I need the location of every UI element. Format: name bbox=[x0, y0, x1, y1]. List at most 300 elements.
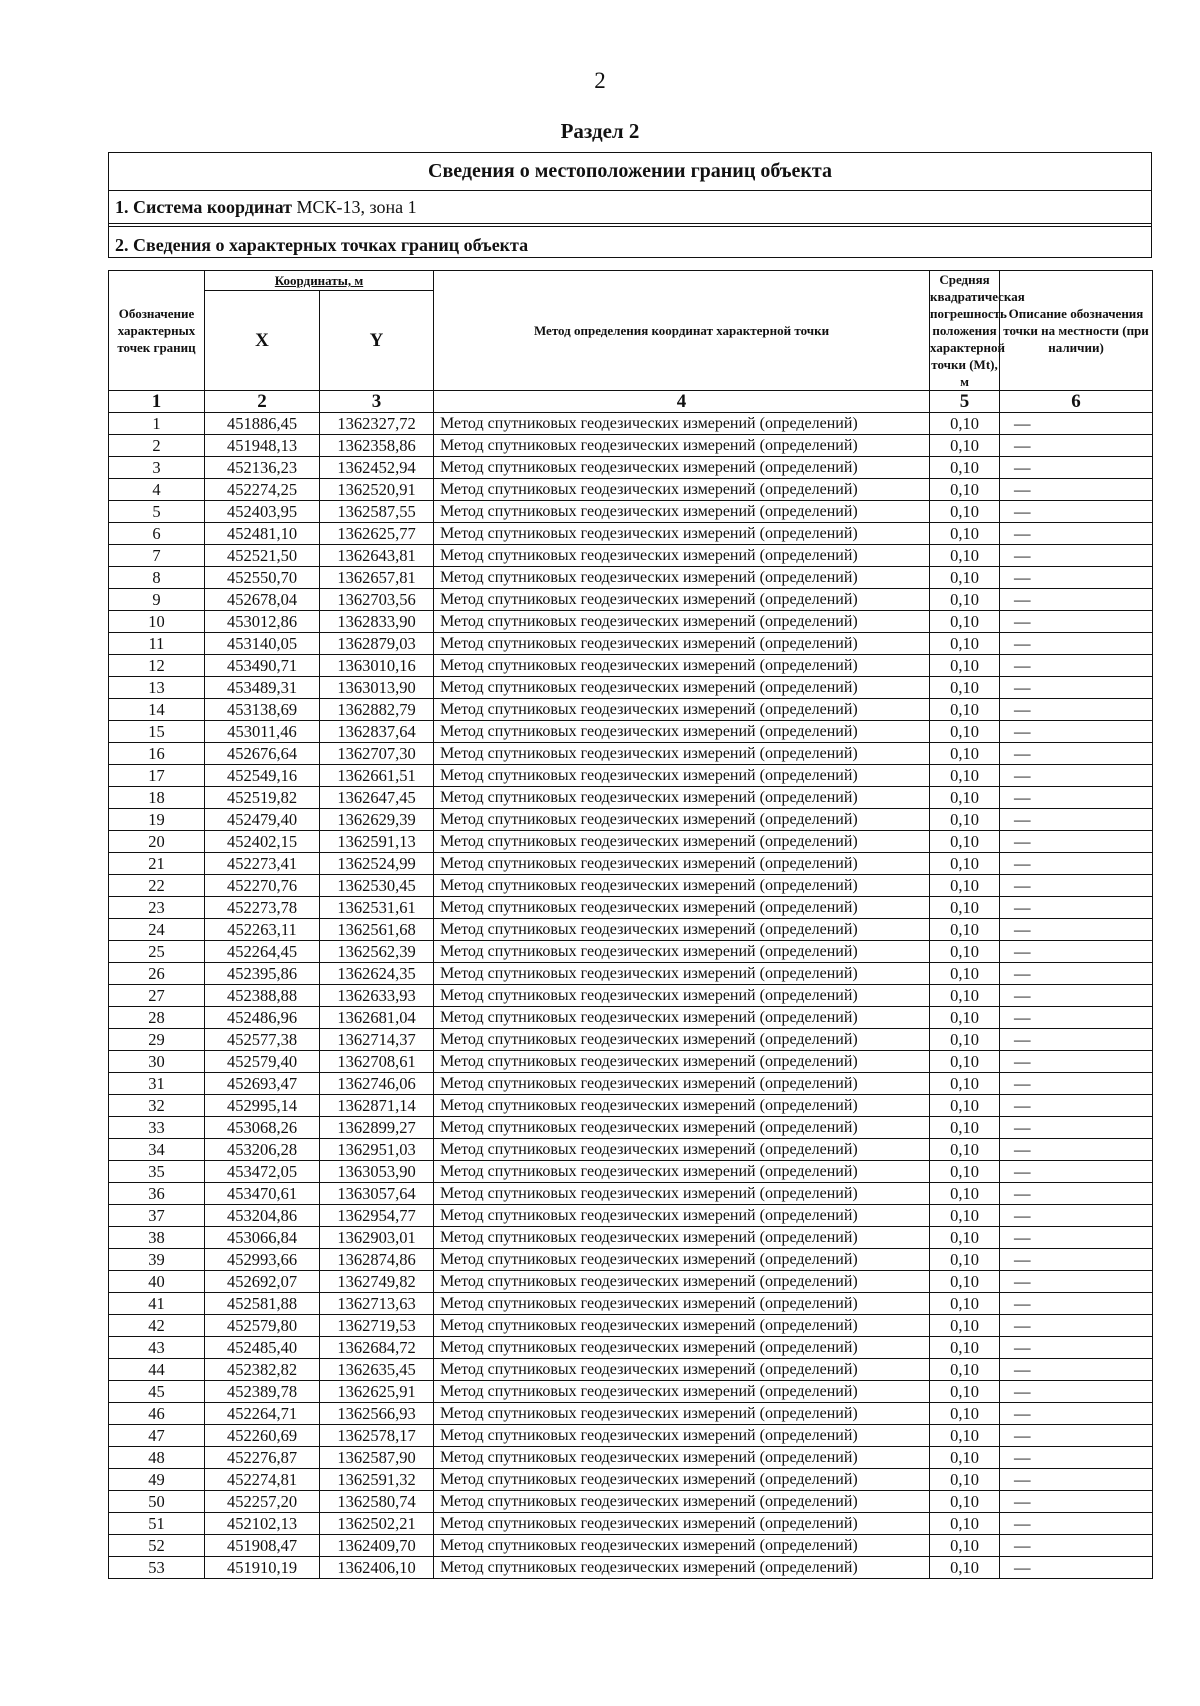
table-row bbox=[109, 1557, 1153, 1579]
description-cell: — bbox=[1000, 1249, 1153, 1271]
method-cell: Метод спутниковых геодезических измерений (определений) bbox=[434, 413, 930, 435]
point-number: 30 bbox=[109, 1051, 205, 1073]
table-row bbox=[109, 699, 1153, 721]
table-row bbox=[109, 1293, 1153, 1315]
coord-y: 1362703,56 bbox=[320, 589, 434, 611]
coord-x: 452549,16 bbox=[205, 765, 320, 787]
coordinate-system-value: МСК-13, зона 1 bbox=[296, 197, 417, 217]
error-cell: 0,10 bbox=[930, 633, 1000, 655]
point-number: 22 bbox=[109, 875, 205, 897]
point-number: 37 bbox=[109, 1205, 205, 1227]
coord-y: 1363057,64 bbox=[320, 1183, 434, 1205]
coord-y: 1362580,74 bbox=[320, 1491, 434, 1513]
description-cell: — bbox=[1000, 1491, 1153, 1513]
method-cell: Метод спутниковых геодезических измерений (определений) bbox=[434, 765, 930, 787]
error-cell: 0,10 bbox=[930, 963, 1000, 985]
coord-x: 452264,71 bbox=[205, 1403, 320, 1425]
coord-y: 1362629,39 bbox=[320, 809, 434, 831]
method-cell: Метод спутниковых геодезических измерений (определений) bbox=[434, 1359, 930, 1381]
description-cell: — bbox=[1000, 457, 1153, 479]
coord-y: 1362833,90 bbox=[320, 611, 434, 633]
error-cell: 0,10 bbox=[930, 523, 1000, 545]
error-cell: 0,10 bbox=[930, 1535, 1000, 1557]
coord-x: 453490,71 bbox=[205, 655, 320, 677]
point-number: 33 bbox=[109, 1117, 205, 1139]
coord-y: 1362879,03 bbox=[320, 633, 434, 655]
method-cell: Метод спутниковых геодезических измерений (определений) bbox=[434, 963, 930, 985]
description-cell: — bbox=[1000, 523, 1153, 545]
coord-x: 452273,78 bbox=[205, 897, 320, 919]
coord-x: 453012,86 bbox=[205, 611, 320, 633]
table-row bbox=[109, 853, 1153, 875]
error-cell: 0,10 bbox=[930, 1513, 1000, 1535]
coord-y: 1362882,79 bbox=[320, 699, 434, 721]
coord-x: 453206,28 bbox=[205, 1139, 320, 1161]
description-cell: — bbox=[1000, 1271, 1153, 1293]
coord-y: 1362530,45 bbox=[320, 875, 434, 897]
coord-x: 452402,15 bbox=[205, 831, 320, 853]
coord-x: 452263,11 bbox=[205, 919, 320, 941]
error-cell: 0,10 bbox=[930, 1161, 1000, 1183]
table-row bbox=[109, 1359, 1153, 1381]
method-cell: Метод спутниковых геодезических измерений (определений) bbox=[434, 589, 930, 611]
description-cell: — bbox=[1000, 853, 1153, 875]
coord-y: 1362587,55 bbox=[320, 501, 434, 523]
section-title: Раздел 2 bbox=[560, 119, 640, 143]
point-number: 35 bbox=[109, 1161, 205, 1183]
table-row bbox=[109, 1315, 1153, 1337]
coord-y: 1362643,81 bbox=[320, 545, 434, 567]
table-row bbox=[109, 1183, 1153, 1205]
error-cell: 0,10 bbox=[930, 743, 1000, 765]
error-cell: 0,10 bbox=[930, 1557, 1000, 1579]
description-cell: — bbox=[1000, 787, 1153, 809]
table-row bbox=[109, 1029, 1153, 1051]
coord-y: 1362562,39 bbox=[320, 941, 434, 963]
coord-x: 452485,40 bbox=[205, 1337, 320, 1359]
point-number: 51 bbox=[109, 1513, 205, 1535]
coord-x: 452993,66 bbox=[205, 1249, 320, 1271]
coordinate-system-label: 1. Система координат bbox=[115, 197, 292, 217]
coord-x: 452136,23 bbox=[205, 457, 320, 479]
header-x: X bbox=[205, 291, 320, 391]
error-cell: 0,10 bbox=[930, 1139, 1000, 1161]
table-row bbox=[109, 501, 1153, 523]
method-cell: Метод спутниковых геодезических измерений (определений) bbox=[434, 1557, 930, 1579]
error-cell: 0,10 bbox=[930, 611, 1000, 633]
description-cell: — bbox=[1000, 501, 1153, 523]
method-cell: Метод спутниковых геодезических измерений (определений) bbox=[434, 1249, 930, 1271]
description-cell: — bbox=[1000, 1425, 1153, 1447]
coord-y: 1362719,53 bbox=[320, 1315, 434, 1337]
coord-y: 1362587,90 bbox=[320, 1447, 434, 1469]
method-cell: Метод спутниковых геодезических измерений (определений) bbox=[434, 523, 930, 545]
coord-x: 451948,13 bbox=[205, 435, 320, 457]
point-number: 11 bbox=[109, 633, 205, 655]
table-row bbox=[109, 875, 1153, 897]
coord-x: 453470,61 bbox=[205, 1183, 320, 1205]
point-number: 2 bbox=[109, 435, 205, 457]
column-number: 1 bbox=[109, 391, 205, 413]
point-number: 47 bbox=[109, 1425, 205, 1447]
error-cell: 0,10 bbox=[930, 831, 1000, 853]
error-cell: 0,10 bbox=[930, 1095, 1000, 1117]
coord-x: 451910,19 bbox=[205, 1557, 320, 1579]
column-number: 4 bbox=[434, 391, 930, 413]
coord-y: 1362681,04 bbox=[320, 1007, 434, 1029]
error-cell: 0,10 bbox=[930, 1205, 1000, 1227]
point-number: 12 bbox=[109, 655, 205, 677]
coord-x: 453140,05 bbox=[205, 633, 320, 655]
description-cell: — bbox=[1000, 1205, 1153, 1227]
error-cell: 0,10 bbox=[930, 1425, 1000, 1447]
coord-x: 453138,69 bbox=[205, 699, 320, 721]
column-number: 2 bbox=[205, 391, 320, 413]
method-cell: Метод спутниковых геодезических измерений (определений) bbox=[434, 809, 930, 831]
method-cell: Метод спутниковых геодезических измерений (определений) bbox=[434, 897, 930, 919]
coord-x: 451886,45 bbox=[205, 413, 320, 435]
page-number: 2 bbox=[594, 68, 606, 93]
error-cell: 0,10 bbox=[930, 1381, 1000, 1403]
method-cell: Метод спутниковых геодезических измерений (определений) bbox=[434, 545, 930, 567]
description-cell: — bbox=[1000, 941, 1153, 963]
coord-y: 1362714,37 bbox=[320, 1029, 434, 1051]
description-cell: — bbox=[1000, 413, 1153, 435]
description-cell: — bbox=[1000, 1403, 1153, 1425]
table-row bbox=[109, 633, 1153, 655]
coord-y: 1362566,93 bbox=[320, 1403, 434, 1425]
point-number: 41 bbox=[109, 1293, 205, 1315]
coord-y: 1362531,61 bbox=[320, 897, 434, 919]
point-number: 53 bbox=[109, 1557, 205, 1579]
table-row bbox=[109, 765, 1153, 787]
method-cell: Метод спутниковых геодезических измерений (определений) bbox=[434, 1073, 930, 1095]
coord-x: 452274,81 bbox=[205, 1469, 320, 1491]
coord-y: 1362520,91 bbox=[320, 479, 434, 501]
table-row bbox=[109, 963, 1153, 985]
coord-y: 1362625,91 bbox=[320, 1381, 434, 1403]
coord-y: 1362903,01 bbox=[320, 1227, 434, 1249]
coord-y: 1362635,45 bbox=[320, 1359, 434, 1381]
method-cell: Метод спутниковых геодезических измерений (определений) bbox=[434, 919, 930, 941]
point-number: 40 bbox=[109, 1271, 205, 1293]
column-number: 6 bbox=[1000, 391, 1153, 413]
table-row bbox=[109, 919, 1153, 941]
table-row bbox=[109, 1095, 1153, 1117]
description-cell: — bbox=[1000, 1117, 1153, 1139]
coord-x: 452995,14 bbox=[205, 1095, 320, 1117]
coord-y: 1363013,90 bbox=[320, 677, 434, 699]
method-cell: Метод спутниковых геодезических измерений (определений) bbox=[434, 1315, 930, 1337]
method-cell: Метод спутниковых геодезических измерений (определений) bbox=[434, 677, 930, 699]
coord-x: 452260,69 bbox=[205, 1425, 320, 1447]
point-number: 42 bbox=[109, 1315, 205, 1337]
table-row bbox=[109, 1447, 1153, 1469]
point-number: 1 bbox=[109, 413, 205, 435]
error-cell: 0,10 bbox=[930, 1029, 1000, 1051]
method-cell: Метод спутниковых геодезических измерений (определений) bbox=[434, 435, 930, 457]
description-cell: — bbox=[1000, 1095, 1153, 1117]
error-cell: 0,10 bbox=[930, 1007, 1000, 1029]
point-number: 44 bbox=[109, 1359, 205, 1381]
point-number: 4 bbox=[109, 479, 205, 501]
characteristic-points-title: 2. Сведения о характерных точках границ объекта bbox=[109, 223, 1151, 257]
description-cell: — bbox=[1000, 1029, 1153, 1051]
coord-y: 1362633,93 bbox=[320, 985, 434, 1007]
header-error: Средняя квадратическая погрешность положения характерной точки (Mt), м bbox=[930, 272, 1025, 389]
method-cell: Метод спутниковых геодезических измерений (определений) bbox=[434, 1447, 930, 1469]
method-cell: Метод спутниковых геодезических измерений (определений) bbox=[434, 1227, 930, 1249]
description-cell: — bbox=[1000, 1469, 1153, 1491]
point-number: 17 bbox=[109, 765, 205, 787]
coord-x: 452274,25 bbox=[205, 479, 320, 501]
point-number: 6 bbox=[109, 523, 205, 545]
method-cell: Метод спутниковых геодезических измерений (определений) bbox=[434, 1469, 930, 1491]
point-number: 7 bbox=[109, 545, 205, 567]
point-number: 23 bbox=[109, 897, 205, 919]
point-number: 25 bbox=[109, 941, 205, 963]
coord-x: 452577,38 bbox=[205, 1029, 320, 1051]
coord-y: 1362409,70 bbox=[320, 1535, 434, 1557]
coord-x: 453489,31 bbox=[205, 677, 320, 699]
coord-y: 1363010,16 bbox=[320, 655, 434, 677]
point-number: 18 bbox=[109, 787, 205, 809]
table-row bbox=[109, 589, 1153, 611]
point-number: 49 bbox=[109, 1469, 205, 1491]
coord-y: 1362624,35 bbox=[320, 963, 434, 985]
coord-y: 1362951,03 bbox=[320, 1139, 434, 1161]
header-method: Метод определения координат характерной точки bbox=[434, 271, 930, 391]
coord-y: 1362327,72 bbox=[320, 413, 434, 435]
description-cell: — bbox=[1000, 1381, 1153, 1403]
coord-x: 453068,26 bbox=[205, 1117, 320, 1139]
coord-x: 452257,20 bbox=[205, 1491, 320, 1513]
error-cell: 0,10 bbox=[930, 787, 1000, 809]
point-number: 31 bbox=[109, 1073, 205, 1095]
table-row bbox=[109, 1073, 1153, 1095]
coord-y: 1362899,27 bbox=[320, 1117, 434, 1139]
error-cell: 0,10 bbox=[930, 589, 1000, 611]
coord-y: 1362661,51 bbox=[320, 765, 434, 787]
description-cell: — bbox=[1000, 1315, 1153, 1337]
method-cell: Метод спутниковых геодезических измерений (определений) bbox=[434, 633, 930, 655]
point-number: 21 bbox=[109, 853, 205, 875]
error-cell: 0,10 bbox=[930, 435, 1000, 457]
description-cell: — bbox=[1000, 1073, 1153, 1095]
point-number: 29 bbox=[109, 1029, 205, 1051]
description-cell: — bbox=[1000, 655, 1153, 677]
description-cell: — bbox=[1000, 875, 1153, 897]
coord-x: 452273,41 bbox=[205, 853, 320, 875]
table-row bbox=[109, 1249, 1153, 1271]
description-cell: — bbox=[1000, 1535, 1153, 1557]
table-row bbox=[109, 567, 1153, 589]
coord-y: 1362524,99 bbox=[320, 853, 434, 875]
method-cell: Метод спутниковых геодезических измерений (определений) bbox=[434, 787, 930, 809]
error-cell: 0,10 bbox=[930, 941, 1000, 963]
table-row bbox=[109, 479, 1153, 501]
description-cell: — bbox=[1000, 589, 1153, 611]
description-cell: — bbox=[1000, 1293, 1153, 1315]
description-cell: — bbox=[1000, 919, 1153, 941]
error-cell: 0,10 bbox=[930, 545, 1000, 567]
description-cell: — bbox=[1000, 1161, 1153, 1183]
coord-y: 1362837,64 bbox=[320, 721, 434, 743]
table-row bbox=[109, 457, 1153, 479]
coord-y: 1362502,21 bbox=[320, 1513, 434, 1535]
description-cell: — bbox=[1000, 721, 1153, 743]
table-row bbox=[109, 1535, 1153, 1557]
point-number: 48 bbox=[109, 1447, 205, 1469]
point-number: 3 bbox=[109, 457, 205, 479]
error-cell: 0,10 bbox=[930, 721, 1000, 743]
point-number: 46 bbox=[109, 1403, 205, 1425]
description-cell: — bbox=[1000, 809, 1153, 831]
error-cell: 0,10 bbox=[930, 853, 1000, 875]
error-cell: 0,10 bbox=[930, 1359, 1000, 1381]
description-cell: — bbox=[1000, 699, 1153, 721]
coord-x: 452389,78 bbox=[205, 1381, 320, 1403]
description-cell: — bbox=[1000, 1513, 1153, 1535]
error-cell: 0,10 bbox=[930, 1293, 1000, 1315]
coord-y: 1362406,10 bbox=[320, 1557, 434, 1579]
method-cell: Метод спутниковых геодезических измерений (определений) bbox=[434, 501, 930, 523]
point-number: 13 bbox=[109, 677, 205, 699]
table-row bbox=[109, 743, 1153, 765]
method-cell: Метод спутниковых геодезических измерений (определений) bbox=[434, 1051, 930, 1073]
point-number: 24 bbox=[109, 919, 205, 941]
coord-y: 1362647,45 bbox=[320, 787, 434, 809]
error-cell: 0,10 bbox=[930, 765, 1000, 787]
description-cell: — bbox=[1000, 479, 1153, 501]
coord-x: 452481,10 bbox=[205, 523, 320, 545]
coord-y: 1362684,72 bbox=[320, 1337, 434, 1359]
method-cell: Метод спутниковых геодезических измерений (определений) bbox=[434, 1513, 930, 1535]
table-row bbox=[109, 1513, 1153, 1535]
coord-x: 452579,80 bbox=[205, 1315, 320, 1337]
error-cell: 0,10 bbox=[930, 413, 1000, 435]
method-cell: Метод спутниковых геодезических измерений (определений) bbox=[434, 1403, 930, 1425]
coord-y: 1363053,90 bbox=[320, 1161, 434, 1183]
error-cell: 0,10 bbox=[930, 1315, 1000, 1337]
coord-y: 1362746,06 bbox=[320, 1073, 434, 1095]
error-cell: 0,10 bbox=[930, 699, 1000, 721]
table-row bbox=[109, 1425, 1153, 1447]
method-cell: Метод спутниковых геодезических измерений (определений) bbox=[434, 1205, 930, 1227]
method-cell: Метод спутниковых геодезических измерений (определений) bbox=[434, 1337, 930, 1359]
method-cell: Метод спутниковых геодезических измерений (определений) bbox=[434, 1271, 930, 1293]
table-row bbox=[109, 655, 1153, 677]
method-cell: Метод спутниковых геодезических измерений (определений) bbox=[434, 1183, 930, 1205]
method-cell: Метод спутниковых геодезических измерений (определений) bbox=[434, 1491, 930, 1513]
table-row bbox=[109, 809, 1153, 831]
description-cell: — bbox=[1000, 1337, 1153, 1359]
coord-y: 1362707,30 bbox=[320, 743, 434, 765]
method-cell: Метод спутниковых геодезических измерений (определений) bbox=[434, 1293, 930, 1315]
point-number: 9 bbox=[109, 589, 205, 611]
point-number: 45 bbox=[109, 1381, 205, 1403]
description-cell: — bbox=[1000, 963, 1153, 985]
coord-x: 453204,86 bbox=[205, 1205, 320, 1227]
description-cell: — bbox=[1000, 1227, 1153, 1249]
table-row bbox=[109, 721, 1153, 743]
method-cell: Метод спутниковых геодезических измерений (определений) bbox=[434, 831, 930, 853]
point-number: 5 bbox=[109, 501, 205, 523]
method-cell: Метод спутниковых геодезических измерений (определений) bbox=[434, 1381, 930, 1403]
coord-y: 1362713,63 bbox=[320, 1293, 434, 1315]
description-cell: — bbox=[1000, 1359, 1153, 1381]
method-cell: Метод спутниковых геодезических измерений (определений) bbox=[434, 875, 930, 897]
description-cell: — bbox=[1000, 743, 1153, 765]
description-cell: — bbox=[1000, 1447, 1153, 1469]
coord-y: 1362591,13 bbox=[320, 831, 434, 853]
description-cell: — bbox=[1000, 1051, 1153, 1073]
method-cell: Метод спутниковых геодезических измерений (определений) bbox=[434, 1535, 930, 1557]
coord-y: 1362561,68 bbox=[320, 919, 434, 941]
coord-x: 452388,88 bbox=[205, 985, 320, 1007]
table-row bbox=[109, 787, 1153, 809]
description-cell: — bbox=[1000, 985, 1153, 1007]
table-row bbox=[109, 941, 1153, 963]
table-row bbox=[109, 523, 1153, 545]
coord-x: 451908,47 bbox=[205, 1535, 320, 1557]
point-number: 20 bbox=[109, 831, 205, 853]
description-cell: — bbox=[1000, 1139, 1153, 1161]
method-cell: Метод спутниковых геодезических измерений (определений) bbox=[434, 457, 930, 479]
coord-x: 452276,87 bbox=[205, 1447, 320, 1469]
table-row bbox=[109, 1337, 1153, 1359]
table-row bbox=[109, 1051, 1153, 1073]
error-cell: 0,10 bbox=[930, 677, 1000, 699]
header-description: Описание обозначения точки на местности (при наличии) bbox=[1000, 271, 1153, 391]
table-row bbox=[109, 413, 1153, 435]
coord-y: 1362708,61 bbox=[320, 1051, 434, 1073]
column-number: 5 bbox=[930, 391, 1000, 413]
method-cell: Метод спутниковых геодезических измерений (определений) bbox=[434, 1095, 930, 1117]
error-cell: 0,10 bbox=[930, 1337, 1000, 1359]
error-cell: 0,10 bbox=[930, 1051, 1000, 1073]
coord-x: 452579,40 bbox=[205, 1051, 320, 1073]
error-cell: 0,10 bbox=[930, 1271, 1000, 1293]
coord-x: 452403,95 bbox=[205, 501, 320, 523]
coord-y: 1362874,86 bbox=[320, 1249, 434, 1271]
error-cell: 0,10 bbox=[930, 1447, 1000, 1469]
table-row bbox=[109, 435, 1153, 457]
description-cell: — bbox=[1000, 545, 1153, 567]
error-cell: 0,10 bbox=[930, 919, 1000, 941]
header-y: Y bbox=[320, 291, 434, 391]
description-cell: — bbox=[1000, 611, 1153, 633]
coord-y: 1362954,77 bbox=[320, 1205, 434, 1227]
point-number: 8 bbox=[109, 567, 205, 589]
table-row bbox=[109, 985, 1153, 1007]
method-cell: Метод спутниковых геодезических измерений (определений) bbox=[434, 699, 930, 721]
table-row bbox=[109, 1227, 1153, 1249]
method-cell: Метод спутниковых геодезических измерений (определений) bbox=[434, 479, 930, 501]
coord-x: 452270,76 bbox=[205, 875, 320, 897]
coord-x: 453066,84 bbox=[205, 1227, 320, 1249]
coord-x: 452550,70 bbox=[205, 567, 320, 589]
error-cell: 0,10 bbox=[930, 479, 1000, 501]
error-cell: 0,10 bbox=[930, 985, 1000, 1007]
error-cell: 0,10 bbox=[930, 1249, 1000, 1271]
method-cell: Метод спутниковых геодезических измерений (определений) bbox=[434, 1161, 930, 1183]
coord-y: 1362578,17 bbox=[320, 1425, 434, 1447]
point-number: 32 bbox=[109, 1095, 205, 1117]
table-row bbox=[109, 1161, 1153, 1183]
method-cell: Метод спутниковых геодезических измерений (определений) bbox=[434, 1029, 930, 1051]
error-cell: 0,10 bbox=[930, 655, 1000, 677]
